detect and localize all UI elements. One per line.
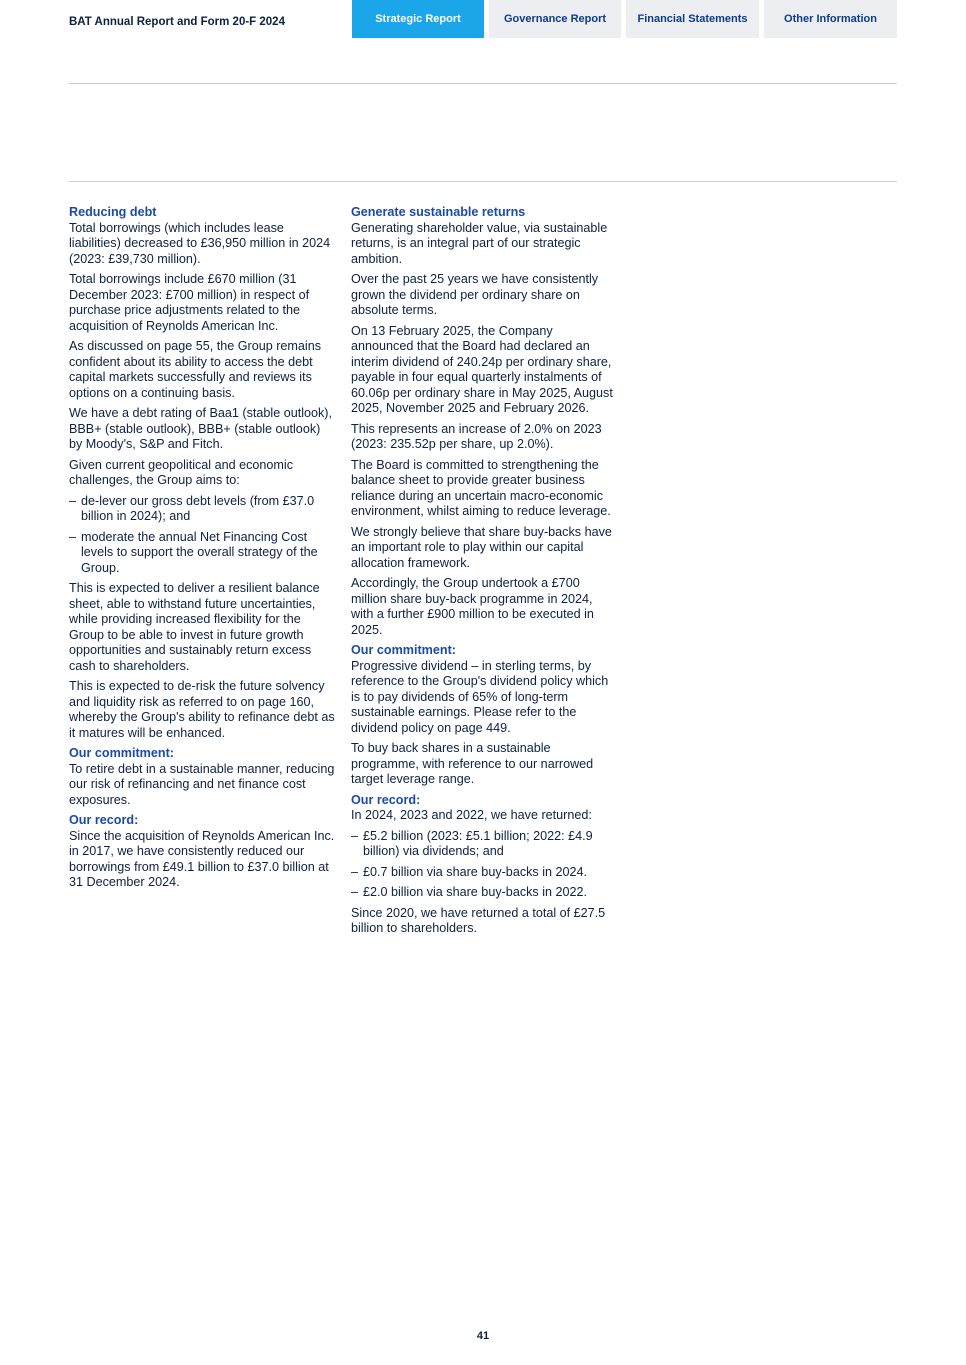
paragraph: To retire debt in a sustainable manner, reducing our risk of refinancing and net finance cost exposures.	[69, 761, 335, 807]
section-nav	[352, 0, 897, 38]
paragraph: Since 2020, we have returned a total of £27.5 billion to shareholders.	[351, 905, 606, 935]
list-item: – £5.2 billion (2023: £5.1 billion; 2022: £4.9 billion) via dividends; and	[351, 828, 593, 858]
paragraph: Over the past 25 years we have consistently grown the dividend per ordinary share on absolute terms.	[351, 272, 599, 317]
sustainable-returns-column	[351, 205, 617, 942]
paragraph: We strongly believe that share buy-backs have an important role to play within our capital allocation framework.	[351, 524, 612, 570]
section-heading-reducing-debt: Reducing debt	[69, 205, 157, 219]
paragraph: The Board is committed to strengthening the balance sheet to provide greater business reliance during an uncertain macro-economic environment, whilst aiming to reduce leverage.	[351, 457, 611, 518]
list-item: – de-lever our gross debt levels (from £37.0 billion in 2024); and	[69, 493, 315, 523]
paragraph: This represents an increase of 2.0% on 2023 (2023: 235.52p per share, up 2.0%).	[351, 421, 602, 451]
subheading-our-commitment: Our commitment:	[351, 643, 456, 657]
list-item: – moderate the annual Net Financing Cost levels to support the overall strategy of the Group.	[69, 529, 318, 575]
aims-list	[69, 494, 335, 577]
paragraph: Since the acquisition of Reynolds American Inc. in 2017, we have consistently reduced our borrowings from £49.1 billion to £37.0 billion at 31 December 2024.	[69, 828, 335, 889]
tab-other-information[interactable]: Other Information	[764, 0, 897, 38]
paragraph: Accordingly, the Group undertook a £700 million share buy-back programme in 2024, with a further £900 million to be executed in 2025.	[351, 576, 594, 637]
paragraph: To buy back shares in a sustainable programme, with reference to our narrowed target leverage range.	[351, 741, 594, 786]
paragraph: On 13 February 2025, the Company announced that the Board had declared an interim dividend of 240.24p per ordinary share, payable in four equal quarterly instalments of 60.06p per ordinary share in May 2025, August 2025, November 2025 and February 2026.	[351, 323, 613, 415]
subheading-our-record: Our record:	[69, 813, 139, 827]
paragraph: Progressive dividend – in sterling terms, by reference to the Group's dividend policy which is to pay dividends of 65% of long-term sustainable earnings. Please refer to the dividend policy on page 449.	[351, 658, 609, 735]
page-number: 41	[476, 1330, 490, 1342]
tab-financial-statements[interactable]: Financial Statements	[626, 0, 759, 38]
paragraph: We have a debt rating of Baa1 (stable outlook), BBB+ (stable outlook), BBB+ (stable outlook) by Moody's, S&P and Fitch.	[69, 406, 332, 451]
reducing-debt-column	[69, 205, 335, 896]
subheading-our-record: Our record:	[351, 792, 421, 807]
paragraph: As discussed on page 55, the Group remains confident about its ability to access the debt capital markets successfully and reviews its options on a continuing basis.	[69, 339, 322, 400]
paragraph: Total borrowings include £670 million (31 December 2023: £700 million) in respect of purchase price adjustments related to the acquisition of Reynolds American Inc.	[69, 272, 310, 333]
paragraph: In 2024, 2023 and 2022, we have returned:	[351, 808, 592, 822]
section-heading-sustainable-returns: Generate sustainable returns	[351, 205, 526, 219]
paragraph: Given current geopolitical and economic challenges, the Group aims to:	[69, 457, 294, 487]
paragraph: This is expected to deliver a resilient balance sheet, able to withstand future uncertainties, while providing increased flexibility for the Group to be able to invest in future growth opportunities and sustainably return excess cash to shareholders.	[69, 581, 320, 673]
paragraph: Generating shareholder value, via sustainable returns, is an integral part of our strategic ambition.	[351, 220, 608, 266]
content-divider	[69, 181, 897, 182]
tab-governance-report[interactable]: Governance Report	[489, 0, 621, 38]
tab-strategic-report[interactable]: Strategic Report	[352, 0, 484, 38]
list-item: – £2.0 billion via share buy-backs in 2022.	[351, 885, 588, 899]
subheading-our-commitment: Our commitment:	[69, 746, 174, 760]
paragraph: This is expected to de-risk the future solvency and liquidity risk as referred to on page 160, whereby the Group's ability to refinance debt as it matures will be enhanced.	[69, 679, 335, 740]
top-divider	[69, 83, 897, 84]
paragraph: Total borrowings (which includes lease liabilities) decreased to £36,950 million in 2024 (2023: £39,730 million).	[69, 220, 331, 266]
list-item: – £0.7 billion via share buy-backs in 2024.	[351, 864, 588, 879]
returns-list	[351, 829, 617, 901]
report-title: BAT Annual Report and Form 20-F 2024	[69, 16, 285, 28]
